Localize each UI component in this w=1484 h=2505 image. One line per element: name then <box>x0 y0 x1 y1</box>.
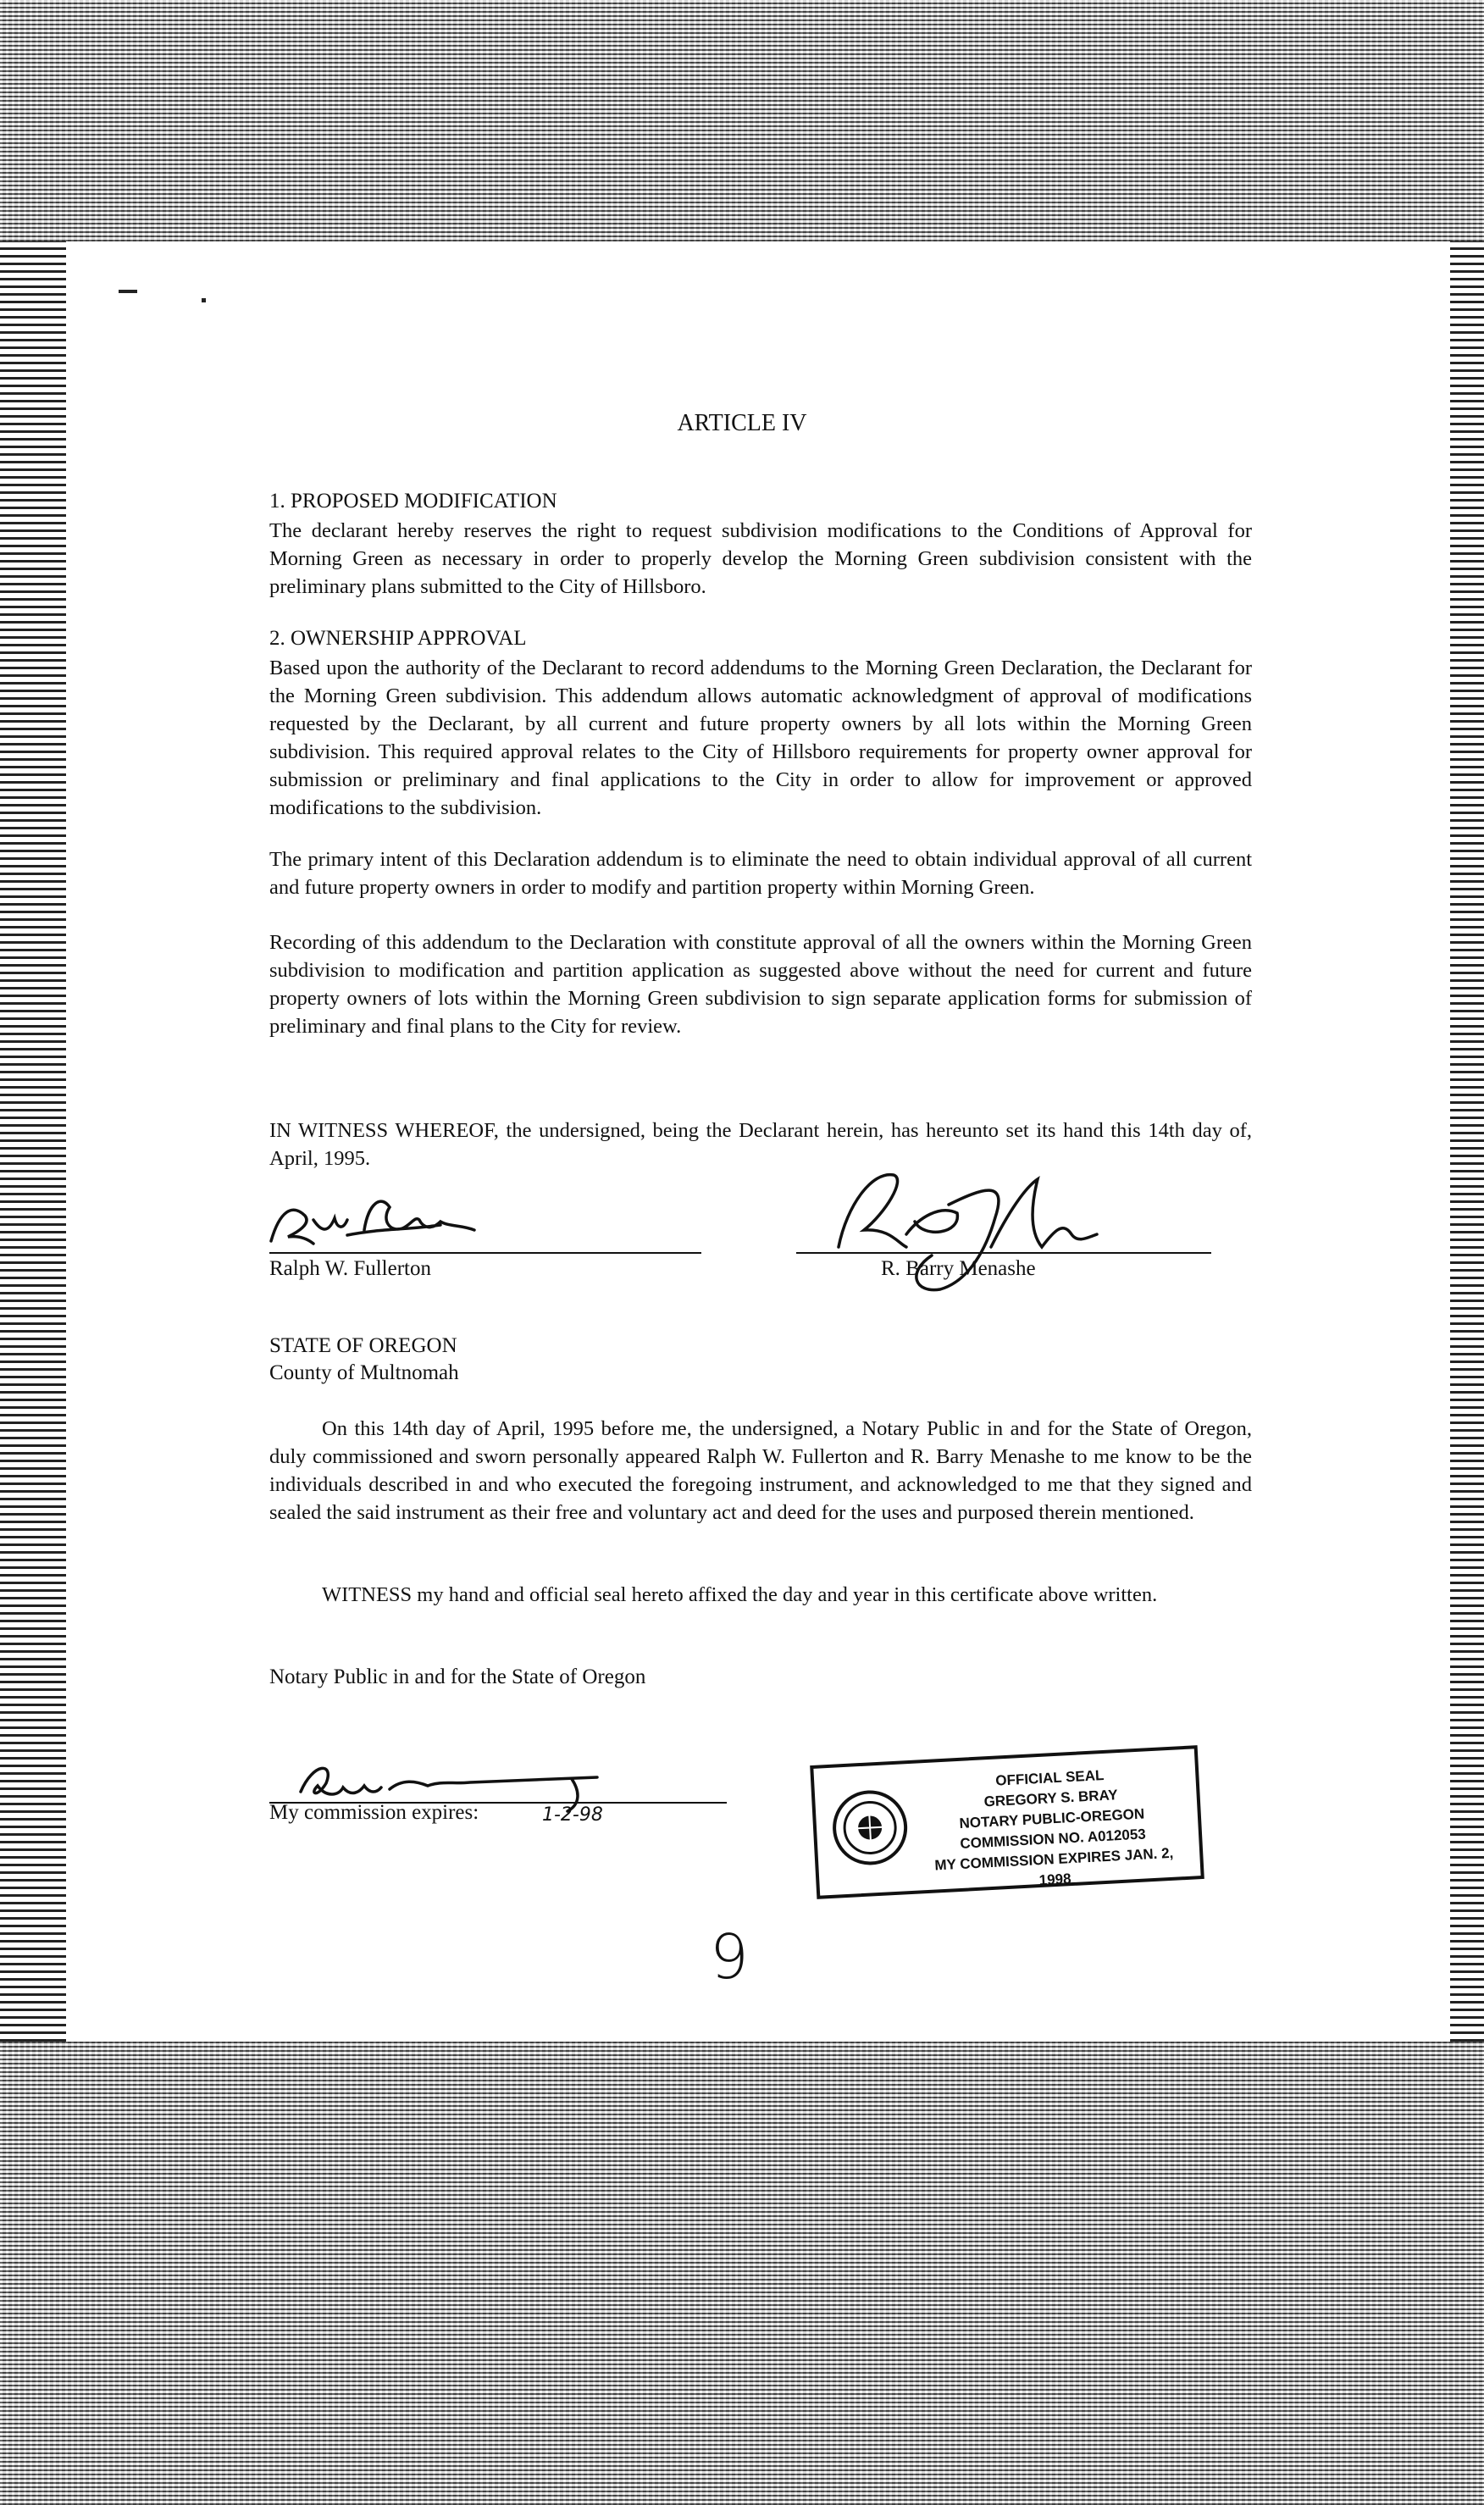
scan-speck <box>119 290 137 293</box>
section-title: 2. OWNERSHIP APPROVAL <box>269 627 527 650</box>
fullerton-signature <box>263 1169 525 1262</box>
section-body: Based upon the authority of the Declarant to record addendums to the Morning Green Declaration, the Declarant for the Morning Green subdivision. This addendum allows automatic acknowledgment of approval of modifications requested by the Declarant, by all current and future property owners by all lots within the Morning Green subdivision. This required approval relates to the City of Hillsboro requirements for property owner approval for submission or preliminary and final applications to the City in order to allow for improvement or approved modifications to the subdivision. <box>269 657 1252 819</box>
witness-hand-paragraph: WITNESS my hand and official seal hereto affixed the day and year in this certificate above written. <box>322 1583 1158 1606</box>
signature-line <box>269 1252 701 1254</box>
intent-paragraph: The primary intent of this Declaration addendum is to eliminate the need to obtain individual approval of all current and future property owners in order to modify and partition property within Morning Green. <box>269 848 1252 899</box>
section-body: The declarant hereby reserves the right to request subdivision modifications to the Conditions of Approval for Morning Green as necessary in order to properly develop the Morning Green subdivision consistent with the preliminary plans submitted to the City of Hillsboro. <box>269 519 1252 598</box>
official-notary-seal <box>810 1745 1204 1899</box>
menashe-signature <box>813 1154 1135 1306</box>
recording-paragraph: Recording of this addendum to the Declaration with constitute approval of all the owners within the Morning Green subdivision to modification and partition application as suggested above without the need for current and future property owners of lots within the Morning Green subdivision to sign separate application forms for submission of preliminary and final plans to the City for review. <box>269 931 1252 1038</box>
section-title: 1. PROPOSED MODIFICATION <box>269 490 557 513</box>
seal-line: NOTARY PUBLIC-OREGON <box>959 1805 1145 1832</box>
signature-line <box>796 1252 1211 1254</box>
signatory-name: R. Barry Menashe <box>881 1257 1036 1280</box>
seal-line: OFFICIAL SEAL <box>994 1766 1105 1789</box>
seal-line: COMMISSION NO. A012053 <box>960 1826 1147 1852</box>
handwritten-page-number: 9 <box>710 1921 749 1992</box>
scan-noise-top <box>0 0 1484 241</box>
seal-line: GREGORY S. BRAY <box>983 1787 1119 1810</box>
signatory-name: Ralph W. Fullerton <box>269 1257 431 1280</box>
witness-paragraph: IN WITNESS WHEREOF, the undersigned, being the Declarant herein, has hereunto set its hand this 14th day of, April, 1995. <box>269 1119 1252 1170</box>
notary-paragraph: On this 14th day of April, 1995 before me, the undersigned, a Notary Public in and for the State of Oregon, duly commissioned and sworn personally appeared Ralph W. Fullerton and R. Barry Menashe to me know to be the individuals described in and who executed the foregoing instrument, and acknowledged to me that they signed and sealed the said instrument as their free and voluntary act and deed for the uses and purposed therein mentioned. <box>269 1417 1252 1524</box>
commission-label: My commission expires: <box>269 1801 479 1824</box>
county-label: County of Multnomah <box>269 1361 459 1384</box>
state-label: STATE OF OREGON <box>269 1334 457 1357</box>
commission-date-handwritten: 1-2-98 <box>542 1804 603 1826</box>
notary-public-label: Notary Public in and for the State of Oregon <box>269 1665 646 1688</box>
scan-noise-right <box>1450 241 1484 2042</box>
scan-speck <box>202 298 206 302</box>
seal-line: MY COMMISSION EXPIRES JAN. 2, 1998 <box>933 1844 1174 1889</box>
state-seal-icon <box>830 1787 911 1868</box>
scan-noise-left <box>0 241 66 2042</box>
scan-noise-bottom <box>0 2042 1484 2505</box>
article-heading: ARTICLE IV <box>677 410 807 436</box>
